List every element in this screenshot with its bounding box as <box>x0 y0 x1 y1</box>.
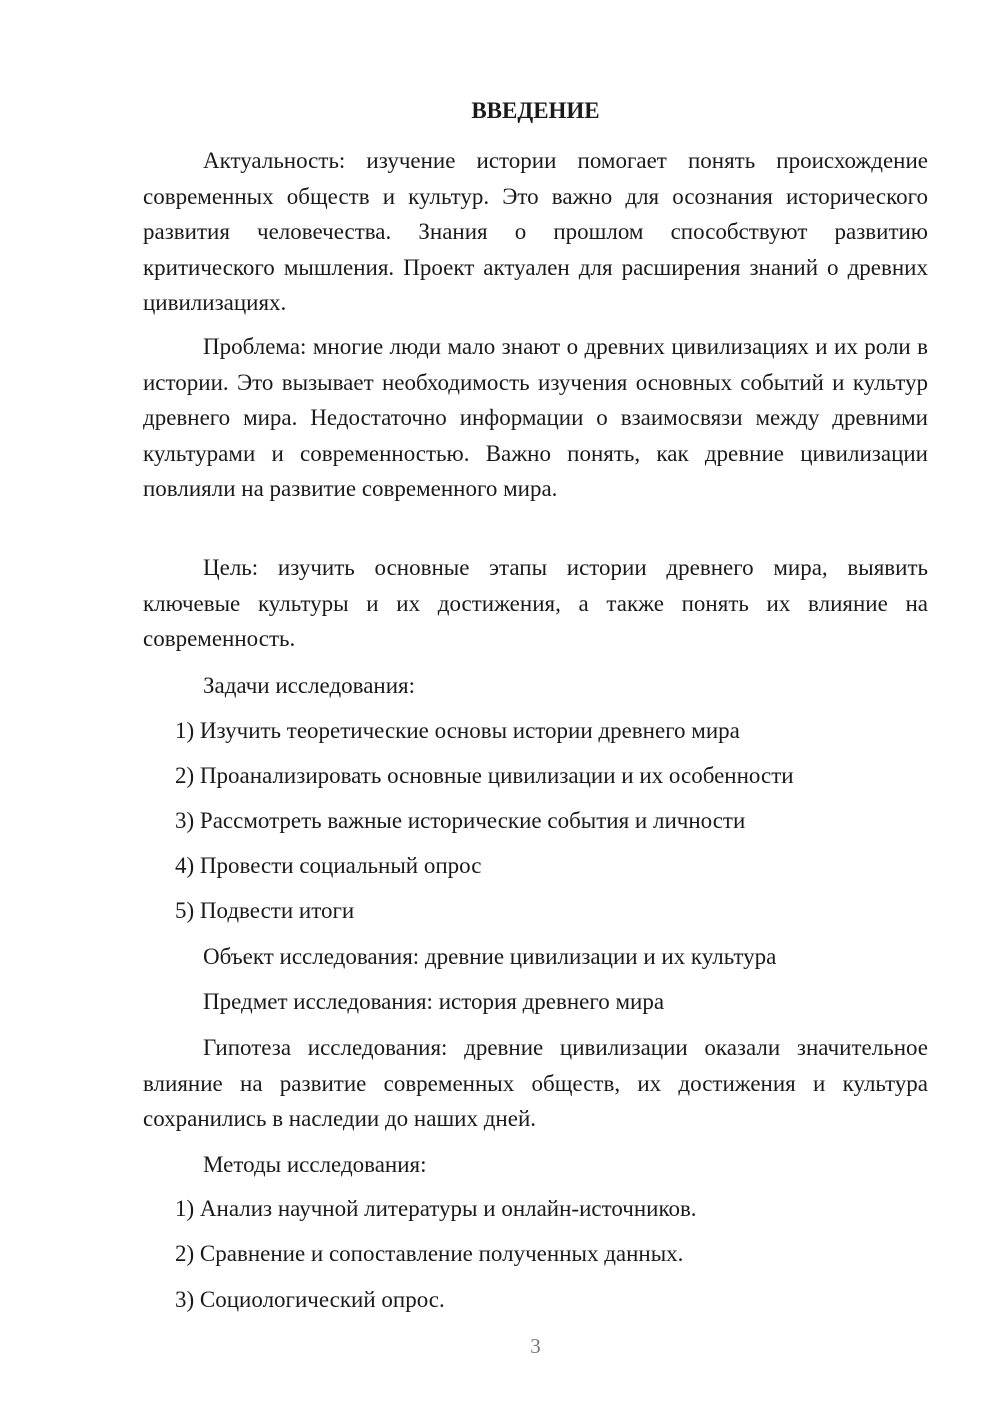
document-page <box>143 0 928 1414</box>
relevance-paragraph: Актуальность: изучение истории помогает понять происхождение современных обществ и культур. Это важно для осознания исторического развития человечества. Знания о прошлом способствуют развитию критического мышления. Проект актуален для расширения знаний о древних цивилизациях. <box>143 148 928 315</box>
hypothesis-paragraph: Гипотеза исследования: древние цивилизации оказали значительное влияние на развитие современных обществ, их достижения и культура сохранились в наследии до наших дней. <box>143 1035 928 1131</box>
tasks-heading: Задачи исследования: <box>203 673 416 698</box>
research-object: Объект исследования: древние цивилизации и их культура <box>203 944 777 969</box>
list-item: 4) Провести социальный опрос <box>175 853 482 878</box>
page-number: 3 <box>530 1334 541 1358</box>
problem-paragraph: Проблема: многие люди мало знают о древних цивилизациях и их роли в истории. Это вызывает необходимость изучения основных событий и культур древнего мира. Недостаточно информации о взаимосвязи между древними культурами и современностью. Важно понять, как древние цивилизации повлияли на развитие современного мира. <box>143 334 928 501</box>
list-item: 2) Проанализировать основные цивилизации и их особенности <box>175 763 794 788</box>
research-subject: Предмет исследования: история древнего мира <box>203 989 665 1014</box>
list-item: 1) Анализ научной литературы и онлайн-источников. <box>175 1196 697 1221</box>
methods-heading: Методы исследования: <box>203 1152 427 1177</box>
list-item: 3) Социологический опрос. <box>175 1287 445 1312</box>
list-item: 3) Рассмотреть важные исторические события и личности <box>175 808 746 833</box>
page-title: ВВЕДЕНИЕ <box>471 98 600 123</box>
goal-paragraph: Цель: изучить основные этапы истории древнего мира, выявить ключевые культуры и их достижения, а также понять их влияние на современность. <box>143 555 928 651</box>
list-item: 1) Изучить теоретические основы истории древнего мира <box>175 718 740 743</box>
list-item: 2) Сравнение и сопоставление полученных данных. <box>175 1241 684 1266</box>
list-item: 5) Подвести итоги <box>175 898 355 923</box>
